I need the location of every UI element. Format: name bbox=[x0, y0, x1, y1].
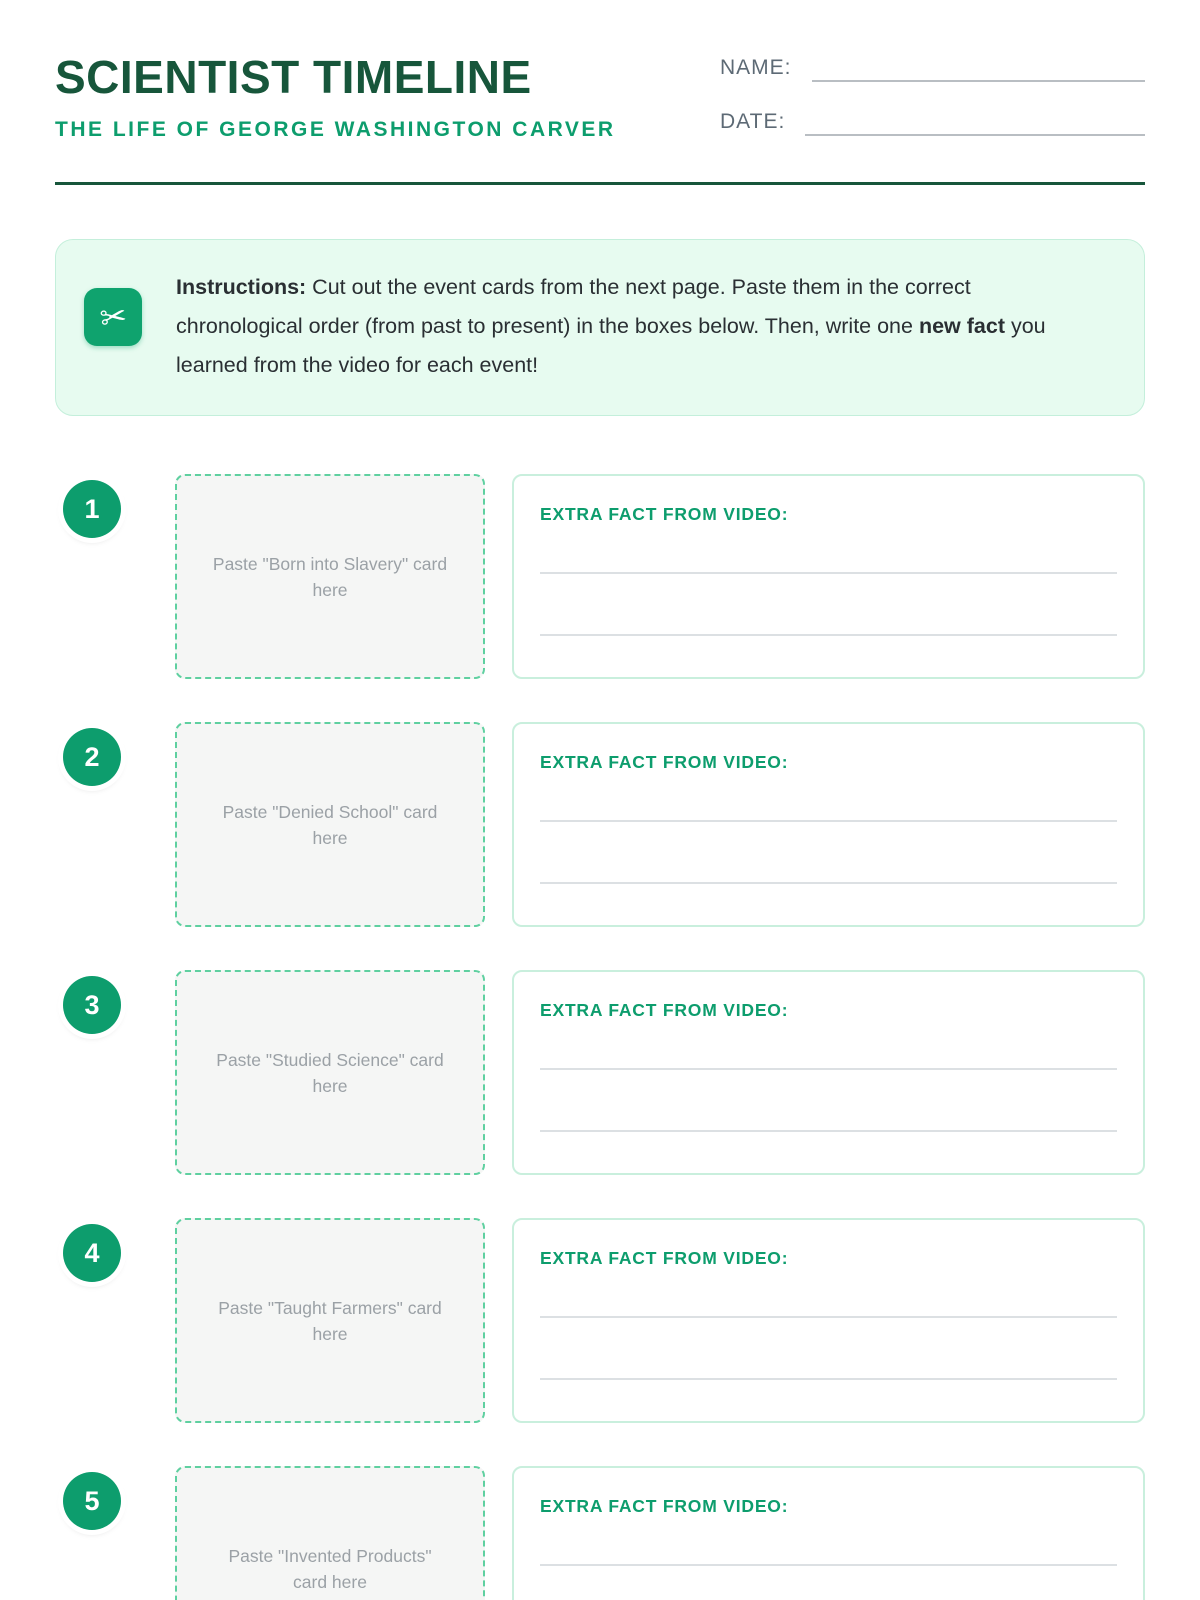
timeline-row-1 bbox=[55, 474, 1145, 679]
page-title: SCIENTIST TIMELINE bbox=[55, 51, 532, 103]
paste-box-label: Paste "Denied School" card here bbox=[222, 801, 438, 848]
instructions-part2: you learned from the video for each event! bbox=[176, 314, 1046, 377]
timeline-row-4 bbox=[55, 1218, 1145, 1423]
timeline-row-5 bbox=[55, 1466, 1145, 1600]
paste-box[interactable] bbox=[175, 1466, 485, 1600]
fact-write-line-1[interactable] bbox=[540, 1316, 1117, 1318]
paste-box-label: Paste "Born into Slavery" card here bbox=[212, 553, 448, 600]
fact-heading: EXTRA FACT FROM VIDEO: bbox=[540, 504, 789, 524]
scissors-glyph: ✂ bbox=[97, 297, 129, 337]
fact-heading: EXTRA FACT FROM VIDEO: bbox=[540, 1496, 789, 1516]
instructions-panel bbox=[55, 239, 1145, 416]
instructions-bold-newfact: new fact bbox=[918, 314, 1005, 338]
fact-write-line-1[interactable] bbox=[540, 820, 1117, 822]
fact-write-line-1[interactable] bbox=[540, 1068, 1117, 1070]
fact-write-line-2[interactable] bbox=[540, 1378, 1117, 1380]
scissors-icon bbox=[84, 288, 142, 346]
fact-write-line-2[interactable] bbox=[540, 634, 1117, 636]
date-label: DATE: bbox=[720, 110, 786, 133]
name-field-row bbox=[720, 56, 1145, 82]
row-number-badge: 3 bbox=[63, 976, 121, 1034]
fact-card bbox=[512, 722, 1145, 927]
fact-card bbox=[512, 970, 1145, 1175]
name-label: NAME: bbox=[720, 56, 792, 79]
date-write-line[interactable] bbox=[805, 110, 1145, 136]
paste-box[interactable] bbox=[175, 722, 485, 927]
page-subtitle: THE LIFE OF GEORGE WASHINGTON CARVER bbox=[55, 118, 616, 141]
row-number-badge: 1 bbox=[63, 480, 121, 538]
header-divider bbox=[55, 182, 1145, 185]
paste-box-label: Paste "Taught Farmers" card here bbox=[218, 1297, 442, 1344]
fact-write-line-1[interactable] bbox=[540, 1564, 1117, 1566]
header-fields bbox=[720, 50, 1145, 164]
name-write-line[interactable] bbox=[812, 56, 1145, 82]
fact-card bbox=[512, 474, 1145, 679]
paste-box[interactable] bbox=[175, 970, 485, 1175]
fact-card bbox=[512, 1218, 1145, 1423]
timeline-rows bbox=[55, 474, 1145, 1600]
row-number-col bbox=[55, 1466, 175, 1530]
timeline-row-3 bbox=[55, 970, 1145, 1175]
instructions-bold-label: Instructions: bbox=[176, 275, 307, 299]
header-titles bbox=[55, 50, 616, 164]
header bbox=[55, 0, 1145, 164]
fact-write-line-2[interactable] bbox=[540, 882, 1117, 884]
paste-box-label: Paste "Studied Science" card here bbox=[216, 1049, 444, 1096]
fact-write-line-1[interactable] bbox=[540, 572, 1117, 574]
timeline-row-2 bbox=[55, 722, 1145, 927]
fact-heading: EXTRA FACT FROM VIDEO: bbox=[540, 1000, 789, 1020]
paste-box[interactable] bbox=[175, 474, 485, 679]
instructions-part1: Cut out the event cards from the next page. Paste them in the correct chronological order (from past to present) in the boxes below. Then, write one bbox=[176, 275, 971, 338]
date-field-row bbox=[720, 110, 1145, 136]
row-number-badge: 4 bbox=[63, 1224, 121, 1282]
instructions-text bbox=[176, 268, 1100, 385]
row-number-badge: 2 bbox=[63, 728, 121, 786]
row-number-col bbox=[55, 474, 175, 538]
row-number-col bbox=[55, 1218, 175, 1282]
row-number-col bbox=[55, 722, 175, 786]
fact-write-line-2[interactable] bbox=[540, 1130, 1117, 1132]
fact-heading: EXTRA FACT FROM VIDEO: bbox=[540, 752, 789, 772]
row-number-badge: 5 bbox=[63, 1472, 121, 1530]
paste-box[interactable] bbox=[175, 1218, 485, 1423]
fact-heading: EXTRA FACT FROM VIDEO: bbox=[540, 1248, 789, 1268]
row-number-col bbox=[55, 970, 175, 1034]
fact-card bbox=[512, 1466, 1145, 1600]
paste-box-label: Paste "Invented Products" card here bbox=[228, 1545, 432, 1592]
